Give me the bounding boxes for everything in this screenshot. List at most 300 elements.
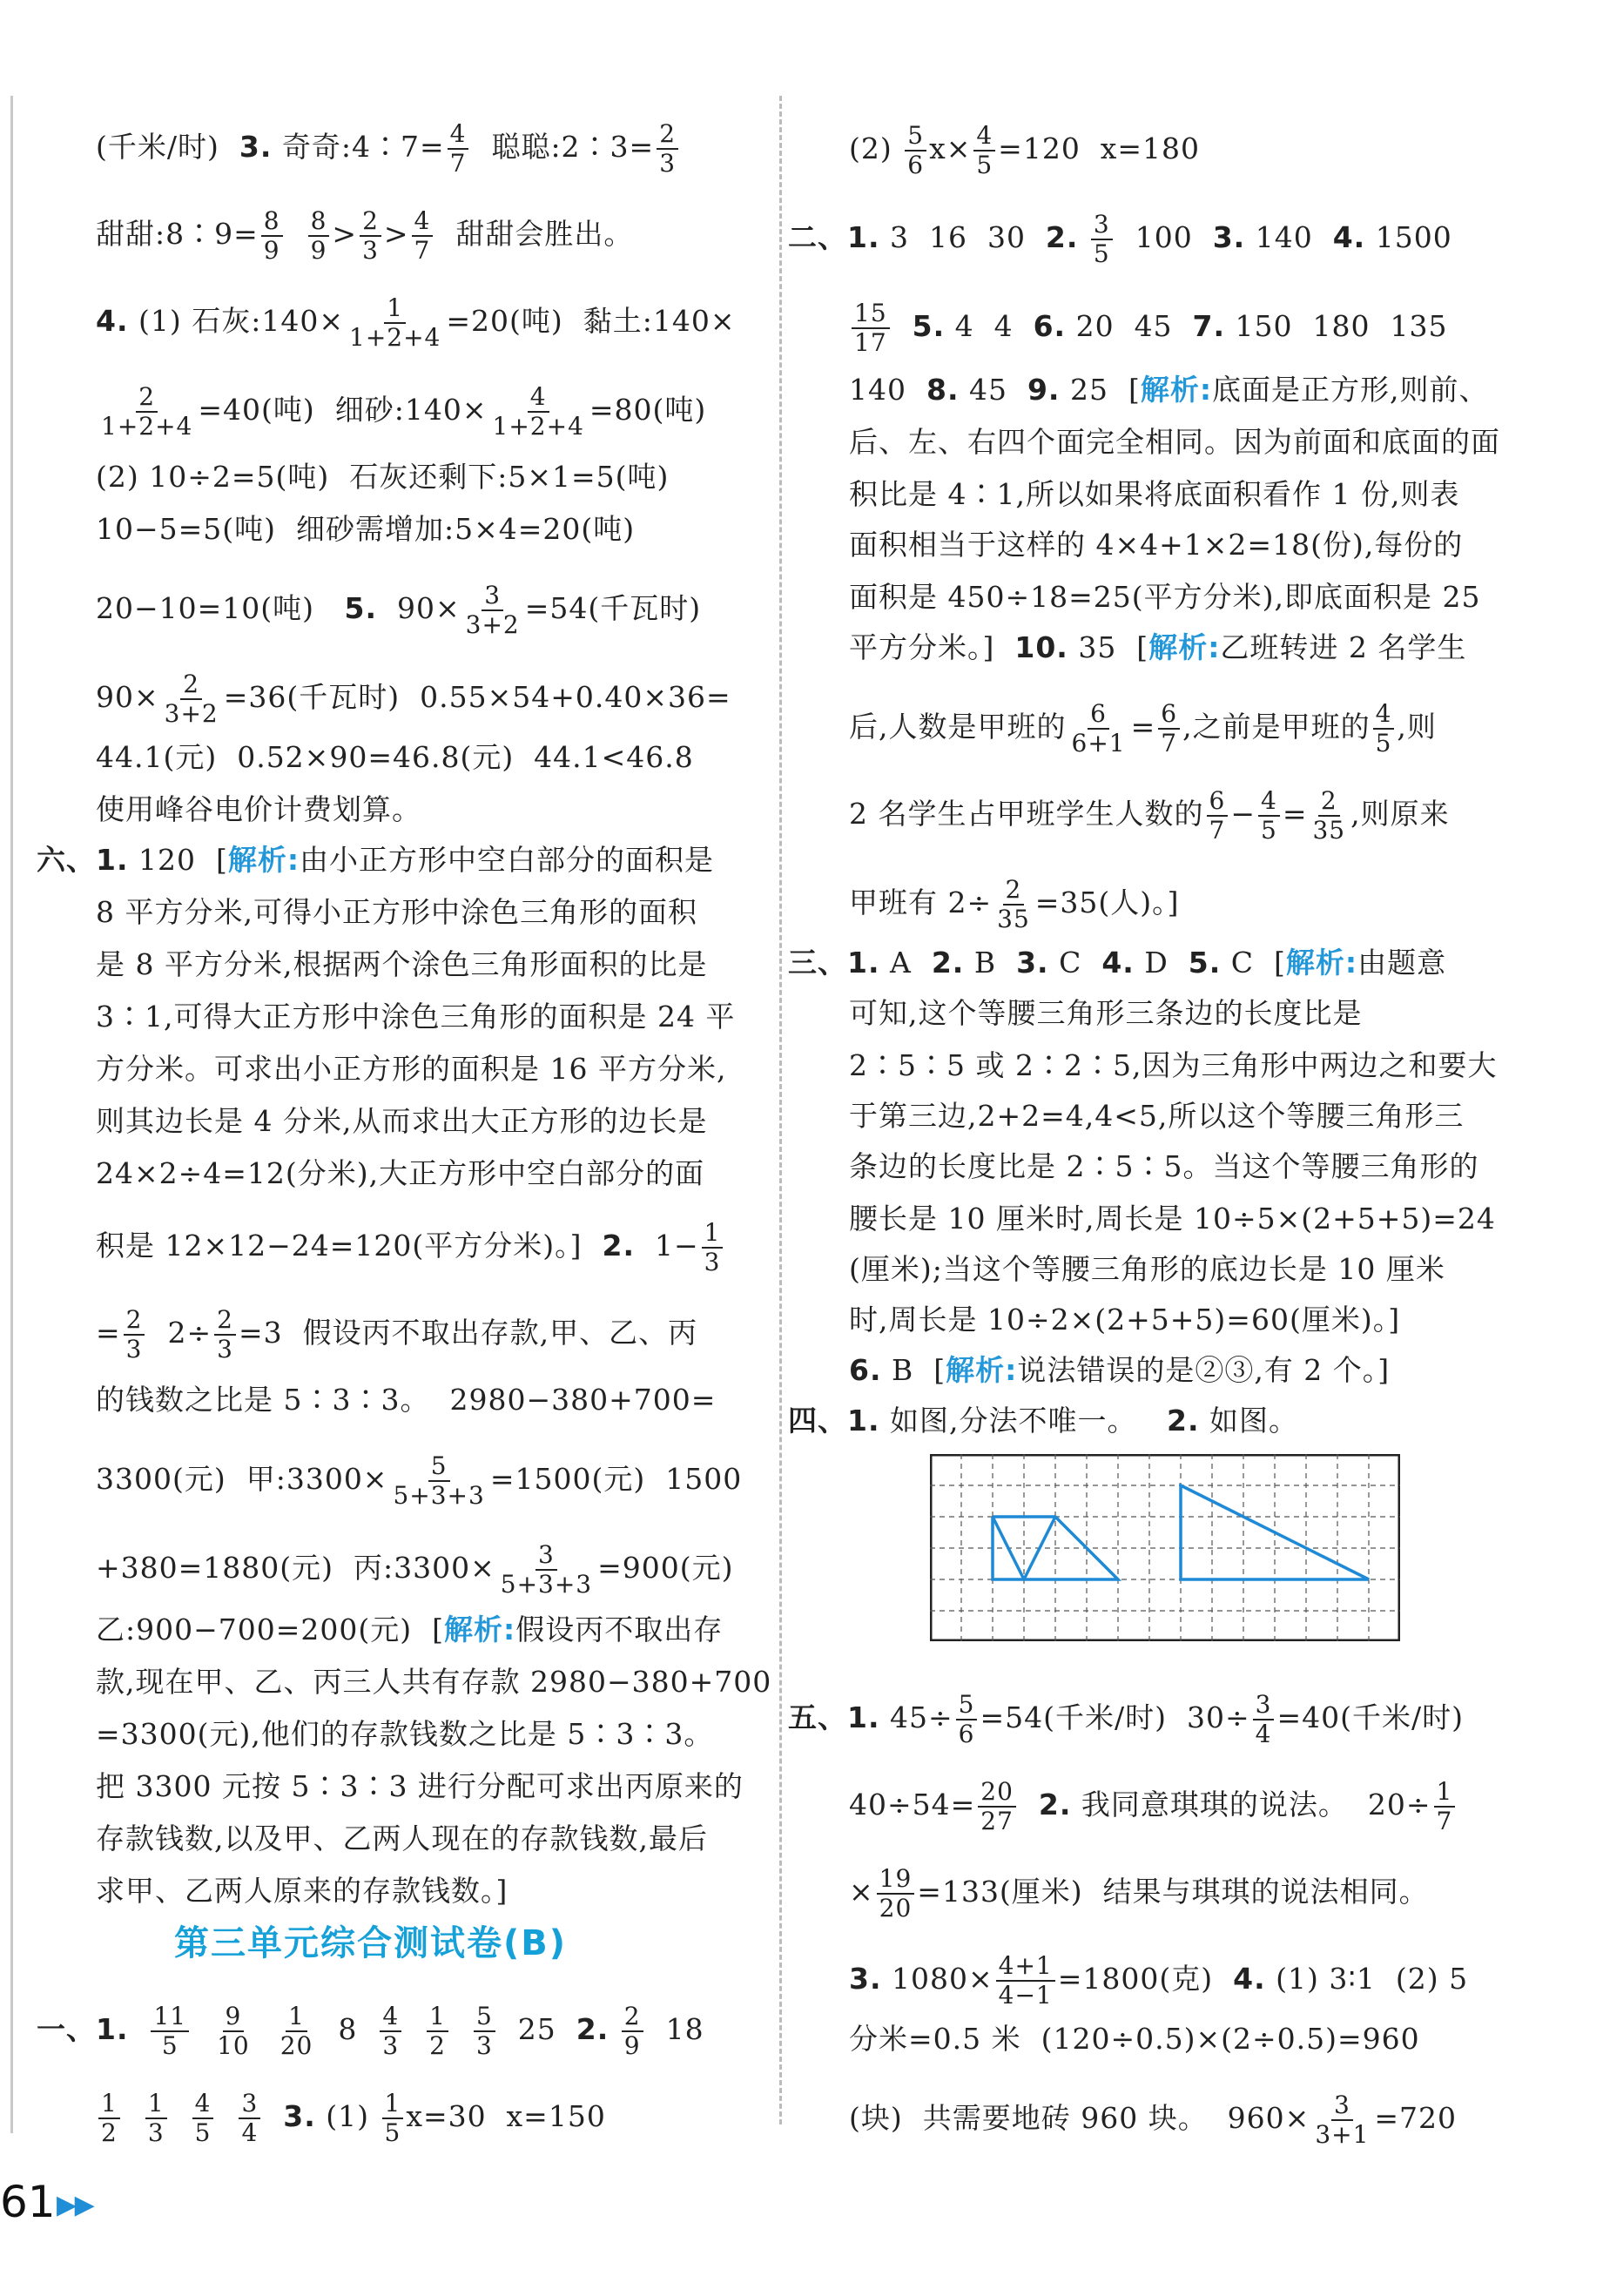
numerator: 3 — [482, 582, 503, 611]
line-r14: 可知,这个等腰三角形三条边的长度比是 — [849, 996, 1363, 1030]
text: 聪聪:2∶3= — [491, 130, 655, 164]
fraction — [162, 670, 221, 728]
numerator: 2 — [214, 1306, 236, 1336]
denominator: 5 — [161, 2031, 178, 2060]
item-number: 9. — [1027, 373, 1061, 407]
text: 40÷54= — [849, 1788, 976, 1821]
item-number: 8. — [926, 373, 960, 407]
numerator: 3 — [1253, 1691, 1275, 1720]
denominator: 3 — [217, 1335, 233, 1363]
item-number: 1. — [96, 843, 129, 877]
numerator: 4 — [973, 122, 995, 151]
line-l2 — [96, 207, 633, 265]
denominator: 5 — [1375, 729, 1392, 757]
page-arrow-icon: ▶ ▶ — [57, 2190, 90, 2220]
analysis-label: 解析: — [946, 1353, 1018, 1387]
denominator: 7 — [1436, 1807, 1453, 1835]
line-r13 — [788, 946, 1446, 980]
line-r27: 分米=0.5 米 (120÷0.5)×(2÷0.5)=960 — [849, 2022, 1420, 2056]
text: 45 — [968, 373, 1007, 407]
text: =40(千米/时) — [1276, 1700, 1464, 1734]
denominator: 3 — [659, 149, 677, 178]
denominator: 2 — [429, 2031, 446, 2060]
analysis-label: 解析: — [227, 843, 300, 877]
text: 1080× — [892, 1962, 993, 1996]
numerator: 4 — [1373, 700, 1395, 730]
fraction — [1258, 787, 1280, 845]
fraction — [994, 876, 1033, 933]
item-number: 3. — [283, 2099, 316, 2133]
fraction — [1091, 211, 1113, 268]
line-l8 — [96, 670, 731, 728]
text: 140 — [1255, 220, 1313, 254]
text: =133(厘米) 结果与琪琪的说法相同。 — [917, 1875, 1429, 1909]
line-r5: 后、左、右四个面完全相同。因为前面和底面的面 — [849, 425, 1500, 459]
denominator: 5+3+3 — [393, 1481, 485, 1510]
text: 平方分米。] — [849, 630, 995, 664]
text: 45÷ — [890, 1700, 953, 1734]
item-number: 6. — [849, 1353, 882, 1387]
text: 18 — [665, 2012, 704, 2046]
fraction — [905, 122, 926, 179]
text: x× — [929, 131, 972, 165]
numerator: 4 — [448, 120, 469, 150]
line-l19 — [96, 1306, 697, 1363]
numerator: 8 — [308, 207, 330, 237]
denominator: 4 — [241, 2118, 259, 2147]
text: 底面是正方形,则前、 — [1212, 373, 1489, 407]
fraction — [382, 2090, 404, 2147]
text: 100 — [1135, 220, 1193, 254]
denominator: 3+1 — [1315, 2120, 1370, 2149]
numerator: 1 — [384, 294, 406, 324]
text: 4 4 — [954, 309, 1014, 343]
line-l9: 44.1(元) 0.52×90=46.8(元) 44.1<46.8 — [96, 740, 694, 774]
text: 由题意 — [1357, 946, 1447, 980]
text: 2 名学生占甲班学生人数的 — [849, 797, 1204, 831]
fraction — [463, 582, 522, 639]
fraction — [956, 1691, 978, 1748]
text: =54(千瓦时) — [524, 591, 702, 625]
numerator: 3 — [1331, 2091, 1353, 2121]
numerator: 6 — [1207, 787, 1229, 817]
text: 我同意琪琪的说法。 20÷ — [1081, 1788, 1431, 1821]
text: > — [383, 217, 409, 251]
text: 甲班有 2÷ — [849, 885, 993, 919]
numerator: 3 — [1091, 211, 1113, 240]
fraction — [490, 383, 587, 441]
line-l1 — [96, 120, 681, 178]
text: − — [1230, 797, 1256, 831]
fraction — [360, 207, 381, 265]
text: (千米/时) — [96, 130, 219, 164]
text: =40(吨) 细砂:140× — [198, 393, 488, 427]
text: 1− — [655, 1229, 699, 1262]
line-r9 — [849, 630, 1466, 665]
text: D — [1144, 946, 1169, 980]
text: =1500(元) 1500 — [489, 1462, 743, 1496]
text: =720 — [1374, 2101, 1458, 2135]
line-l3 — [96, 294, 736, 352]
line-r2 — [788, 211, 1452, 268]
denominator: 3 — [475, 2031, 493, 2060]
line-r19: (厘米);当这个等腰三角形的底边长是 10 厘米 — [849, 1252, 1445, 1286]
line-l15: 方分米。可求出小正方形的面积是 16 平方分米, — [96, 1052, 727, 1086]
fraction — [145, 2090, 167, 2147]
text: 说法错误的是②③,有 2 个。] — [1017, 1353, 1391, 1387]
item-number: 1. — [847, 1404, 880, 1438]
line-r4 — [849, 373, 1489, 407]
numerator: 2 — [622, 2003, 643, 2032]
text: 120 [ — [138, 843, 228, 877]
analysis-label: 解析: — [443, 1613, 516, 1646]
text: B — [973, 946, 997, 980]
numerator: 4+1 — [996, 1952, 1055, 1982]
text: 20 45 — [1075, 309, 1173, 343]
numerator: 20 — [978, 1778, 1016, 1808]
item-number: 5. — [344, 591, 378, 625]
denominator: 3 — [704, 1248, 721, 1276]
item-number: 2. — [1038, 1788, 1072, 1821]
text: 奇奇:4∶7= — [281, 130, 445, 164]
numerator: 11 — [151, 2003, 189, 2032]
line-r16: 于第三边,2+2=4,4<5,所以这个等腰三角形三 — [849, 1099, 1465, 1133]
line-l12: 8 平方分米,可得小正方形中涂色三角形的面积 — [96, 895, 697, 929]
text: (1) — [326, 2099, 369, 2133]
item-number: 5. — [912, 309, 946, 343]
item-number: 1. — [847, 1700, 880, 1734]
line-l23 — [96, 1613, 723, 1647]
fraction — [98, 2090, 120, 2147]
numerator: 5 — [905, 122, 926, 151]
denominator: 35 — [1312, 816, 1346, 845]
denominator: 6+1 — [1071, 729, 1126, 757]
denominator: 9 — [310, 236, 327, 265]
text: 25 [ — [1069, 373, 1141, 407]
line-r1 — [849, 122, 1200, 179]
text: 由小正方形中空白部分的面积是 — [300, 843, 715, 877]
denominator: 3 — [382, 2031, 400, 2060]
line-r3 — [849, 300, 1447, 357]
text: = — [1282, 797, 1308, 831]
text: 90× — [397, 591, 461, 625]
section-number: 三、 — [788, 946, 847, 980]
text: =35(人)。] — [1034, 885, 1180, 919]
line-l21 — [96, 1452, 742, 1510]
text: C — [1059, 946, 1082, 980]
numerator: 6 — [1088, 700, 1109, 730]
fraction — [978, 1778, 1016, 1835]
item-number: 3. — [239, 130, 273, 164]
denominator: 7 — [1161, 729, 1178, 757]
numerator: 3 — [239, 2090, 260, 2119]
text: =3 假设丙不取出存款,甲、乙、丙 — [238, 1316, 698, 1350]
numerator: 5 — [474, 2003, 495, 2032]
denominator: 17 — [854, 328, 887, 357]
numerator: 1 — [702, 1219, 724, 1249]
denominator: 3+2 — [465, 610, 520, 639]
text: 如图,分法不唯一。 — [890, 1404, 1137, 1438]
line-r12 — [849, 876, 1180, 933]
fraction — [498, 1541, 595, 1599]
item-number: 2. — [931, 946, 965, 980]
item-number: 3. — [1016, 946, 1049, 980]
line-l28: 求甲、乙两人原来的存款钱数。] — [96, 1874, 509, 1908]
line-r24 — [849, 1778, 1458, 1835]
text: 乙:900−700=200(元) [ — [96, 1613, 444, 1646]
fraction — [239, 2090, 260, 2147]
item-number: 2. — [576, 2012, 610, 2046]
fraction — [1069, 700, 1128, 757]
numerator: 2 — [1003, 876, 1025, 906]
text: =900(元) — [597, 1551, 734, 1585]
denominator: 3 — [125, 1335, 143, 1363]
numerator: 5 — [428, 1452, 450, 1482]
numerator: 4 — [412, 207, 434, 237]
denominator: 7 — [1209, 816, 1226, 845]
denominator: 35 — [997, 905, 1030, 933]
item-number: 6. — [1033, 309, 1067, 343]
item-number: 4. — [1233, 1962, 1266, 1996]
fraction — [412, 207, 434, 265]
text: = — [96, 1316, 121, 1350]
fraction — [1373, 700, 1395, 757]
numerator: 4 — [1258, 787, 1280, 817]
text: =120 x=180 — [998, 131, 1201, 165]
item-number: 5. — [1188, 946, 1222, 980]
text: 150 180 135 — [1235, 309, 1448, 343]
fraction — [1310, 787, 1348, 845]
denominator: 4−1 — [998, 1981, 1053, 2010]
item-number: 2. — [602, 1229, 636, 1262]
denominator: 1+2+4 — [349, 323, 441, 352]
line-l26: 把 3300 元按 5∶3∶3 进行分配可求出丙原来的 — [96, 1769, 744, 1803]
numerator: 1 — [427, 2003, 448, 2032]
line-r18: 腰长是 10 厘米时,周长是 10÷5×(2+5+5)=24 — [849, 1202, 1496, 1236]
line-r22 — [788, 1404, 1298, 1438]
text: 如图。 — [1209, 1404, 1298, 1438]
item-number: 2. — [1045, 220, 1079, 254]
numerator: 5 — [956, 1691, 978, 1720]
denominator: 20 — [879, 1894, 913, 1922]
line-l22 — [96, 1541, 734, 1599]
line-r11 — [849, 787, 1450, 845]
text: 乙班转进 2 名学生 — [1220, 630, 1467, 664]
numerator: 1 — [286, 2003, 307, 2032]
denominator: 9 — [623, 2031, 641, 2060]
text: ,则 — [1397, 710, 1437, 744]
text: 积是 12×12−24=120(平方分米)。] — [96, 1229, 583, 1262]
fraction — [973, 122, 995, 179]
numerator: 1 — [98, 2090, 120, 2119]
denominator: 9 — [263, 236, 280, 265]
numerator: 2 — [180, 670, 202, 700]
numerator: 8 — [261, 207, 283, 237]
item-number: 4. — [1332, 220, 1366, 254]
denominator: 1+2+4 — [492, 412, 584, 441]
section-number: 五、 — [788, 1700, 847, 1734]
text: 90× — [96, 680, 159, 714]
fraction — [278, 2003, 316, 2060]
fraction — [1434, 1778, 1456, 1835]
line-r7: 面积相当于这样的 4×4+1×2=18(份),每份的 — [849, 528, 1464, 562]
fraction — [702, 1219, 724, 1276]
denominator: 7 — [449, 149, 467, 178]
denominator: 7 — [414, 236, 431, 265]
denominator: 3 — [362, 236, 379, 265]
line-l14: 3∶1,可得大正方形中涂色三角形的面积是 24 平 — [96, 1000, 736, 1034]
section-number: 四、 — [788, 1404, 847, 1438]
fraction — [1158, 700, 1180, 757]
fraction — [390, 1452, 487, 1510]
numerator: 3 — [535, 1541, 557, 1571]
fraction — [427, 2003, 448, 2060]
line-l16: 则其边长是 4 分米,从而求出大正方形的边长是 — [96, 1104, 708, 1138]
section-number: 六、 — [37, 843, 96, 877]
fraction — [380, 2003, 401, 2060]
fraction — [448, 120, 469, 178]
denominator: 4 — [1255, 1720, 1272, 1748]
denominator: 6 — [907, 151, 925, 179]
section-title: 第三单元综合测试卷(B) — [174, 1923, 568, 1963]
fraction — [474, 2003, 495, 2060]
numerator: 2 — [124, 1306, 145, 1336]
text: =1800(克) — [1057, 1962, 1214, 1996]
grid-figure — [930, 1454, 1400, 1641]
text: A — [890, 946, 912, 980]
fraction — [1207, 787, 1229, 845]
numerator: 6 — [1158, 700, 1180, 730]
denominator: 5 — [976, 151, 993, 179]
denominator: 5 — [194, 2118, 212, 2147]
line-l17: 24×2÷4=12(分米),大正方形中空白部分的面 — [96, 1156, 705, 1190]
text: 后,人数是甲班的 — [849, 710, 1067, 744]
analysis-label: 解析: — [1148, 630, 1221, 664]
denominator: 5 — [384, 2118, 401, 2147]
text: 35 [ — [1078, 630, 1149, 664]
text: (2) — [849, 131, 892, 165]
item-number: 1. — [847, 220, 880, 254]
item-number: 4. — [1101, 946, 1135, 980]
line-l4 — [96, 383, 706, 441]
text: > — [332, 217, 358, 251]
numerator: 1 — [1434, 1778, 1456, 1808]
line-r23 — [788, 1691, 1464, 1748]
denominator: 27 — [980, 1807, 1014, 1835]
line-r26 — [849, 1952, 1468, 2010]
denominator: 10 — [217, 2031, 250, 2060]
denominator: 5 — [1260, 816, 1277, 845]
item-number: 10. — [1014, 630, 1068, 664]
line-r10 — [849, 700, 1437, 757]
fraction — [657, 120, 678, 178]
line-l18 — [96, 1219, 725, 1276]
item-number: 7. — [1192, 309, 1226, 343]
text: 20−10=10(吨) — [96, 591, 315, 625]
item-number: 1. — [96, 2012, 129, 2046]
line-l5: (2) 10÷2=5(吨) 石灰还剩下:5×1=5(吨) — [96, 460, 670, 494]
text: 25 — [517, 2012, 556, 2046]
fraction — [124, 1306, 145, 1363]
text: +380=1880(元) 丙:3300× — [96, 1551, 495, 1585]
line-r8: 面积是 450÷18=25(平方分米),即底面积是 25 — [849, 580, 1481, 614]
text: = — [1130, 710, 1156, 744]
line-l29 — [37, 2003, 704, 2060]
denominator: 2 — [101, 2118, 118, 2147]
text: =54(千米/时) 30÷ — [980, 1700, 1250, 1734]
denominator: 5 — [1093, 239, 1110, 268]
fraction — [996, 1952, 1055, 2010]
numerator: 19 — [877, 1865, 915, 1895]
line-r28 — [849, 2091, 1457, 2149]
line-l13: 是 8 平方分米,根据两个涂色三角形面积的比是 — [96, 947, 708, 981]
text: 1500 — [1375, 220, 1452, 254]
line-r20: 时,周长是 10÷2×(2+5+5)=60(厘米)。] — [849, 1303, 1401, 1337]
section-number: 二、 — [788, 220, 847, 254]
denominator: 1+2+4 — [101, 412, 193, 441]
item-number: 1. — [847, 946, 880, 980]
fraction — [1253, 1691, 1275, 1748]
numerator: 4 — [528, 383, 549, 413]
analysis-label: 解析: — [1140, 373, 1213, 407]
text: 8 — [338, 2012, 358, 2046]
text: 甜甜会胜出。 — [455, 217, 634, 251]
line-r25 — [849, 1865, 1429, 1922]
numerator: 2 — [657, 120, 678, 150]
text: =80(吨) — [589, 393, 707, 427]
item-number: 3. — [849, 1962, 882, 1996]
text: 2÷ — [167, 1316, 212, 1350]
line-l25: =3300(元),他们的存款钱数之比是 5∶3∶3。 — [96, 1717, 714, 1751]
fraction — [192, 2090, 214, 2147]
item-number: 2. — [1166, 1404, 1200, 1438]
denominator: 20 — [280, 2031, 313, 2060]
text: =36(千瓦时) 0.55×54+0.40×36= — [223, 680, 731, 714]
fraction — [261, 207, 283, 265]
text: 3 16 30 — [890, 220, 1026, 254]
column-divider — [779, 96, 782, 2124]
numerator: 15 — [852, 300, 890, 329]
fraction — [1312, 2091, 1371, 2149]
text: ,则原来 — [1350, 797, 1450, 831]
numerator: 9 — [223, 2003, 245, 2032]
fraction — [877, 1865, 915, 1922]
line-l7 — [96, 582, 701, 639]
numerator: 2 — [360, 207, 381, 237]
text: ,之前是甲班的 — [1182, 710, 1371, 744]
page-number: 61 — [0, 2177, 56, 2227]
denominator: 6 — [958, 1720, 975, 1748]
item-number: 4. — [96, 304, 129, 338]
text: 假设丙不取出存 — [515, 1613, 724, 1646]
line-l11 — [37, 843, 714, 878]
line-l20: 的钱数之比是 5∶3∶3。 2980−380+700= — [96, 1383, 717, 1417]
numerator: 2 — [136, 383, 158, 413]
fraction — [852, 300, 890, 357]
text: x=30 x=150 — [406, 2099, 606, 2133]
fraction — [308, 207, 330, 265]
fraction — [622, 2003, 643, 2060]
fraction — [98, 383, 195, 441]
text: B [ — [892, 1353, 946, 1387]
text: 甜甜:8∶9= — [96, 217, 259, 251]
text: 3300(元) 甲:3300× — [96, 1462, 388, 1496]
line-l6: 10−5=5(吨) 细砂需增加:5×4=20(吨) — [96, 512, 636, 546]
text: (1) 3∶1 (2) 5 — [1276, 1962, 1469, 1996]
denominator: 3+2 — [164, 699, 219, 728]
denominator: 3 — [147, 2118, 165, 2147]
numerator: 4 — [192, 2090, 214, 2119]
